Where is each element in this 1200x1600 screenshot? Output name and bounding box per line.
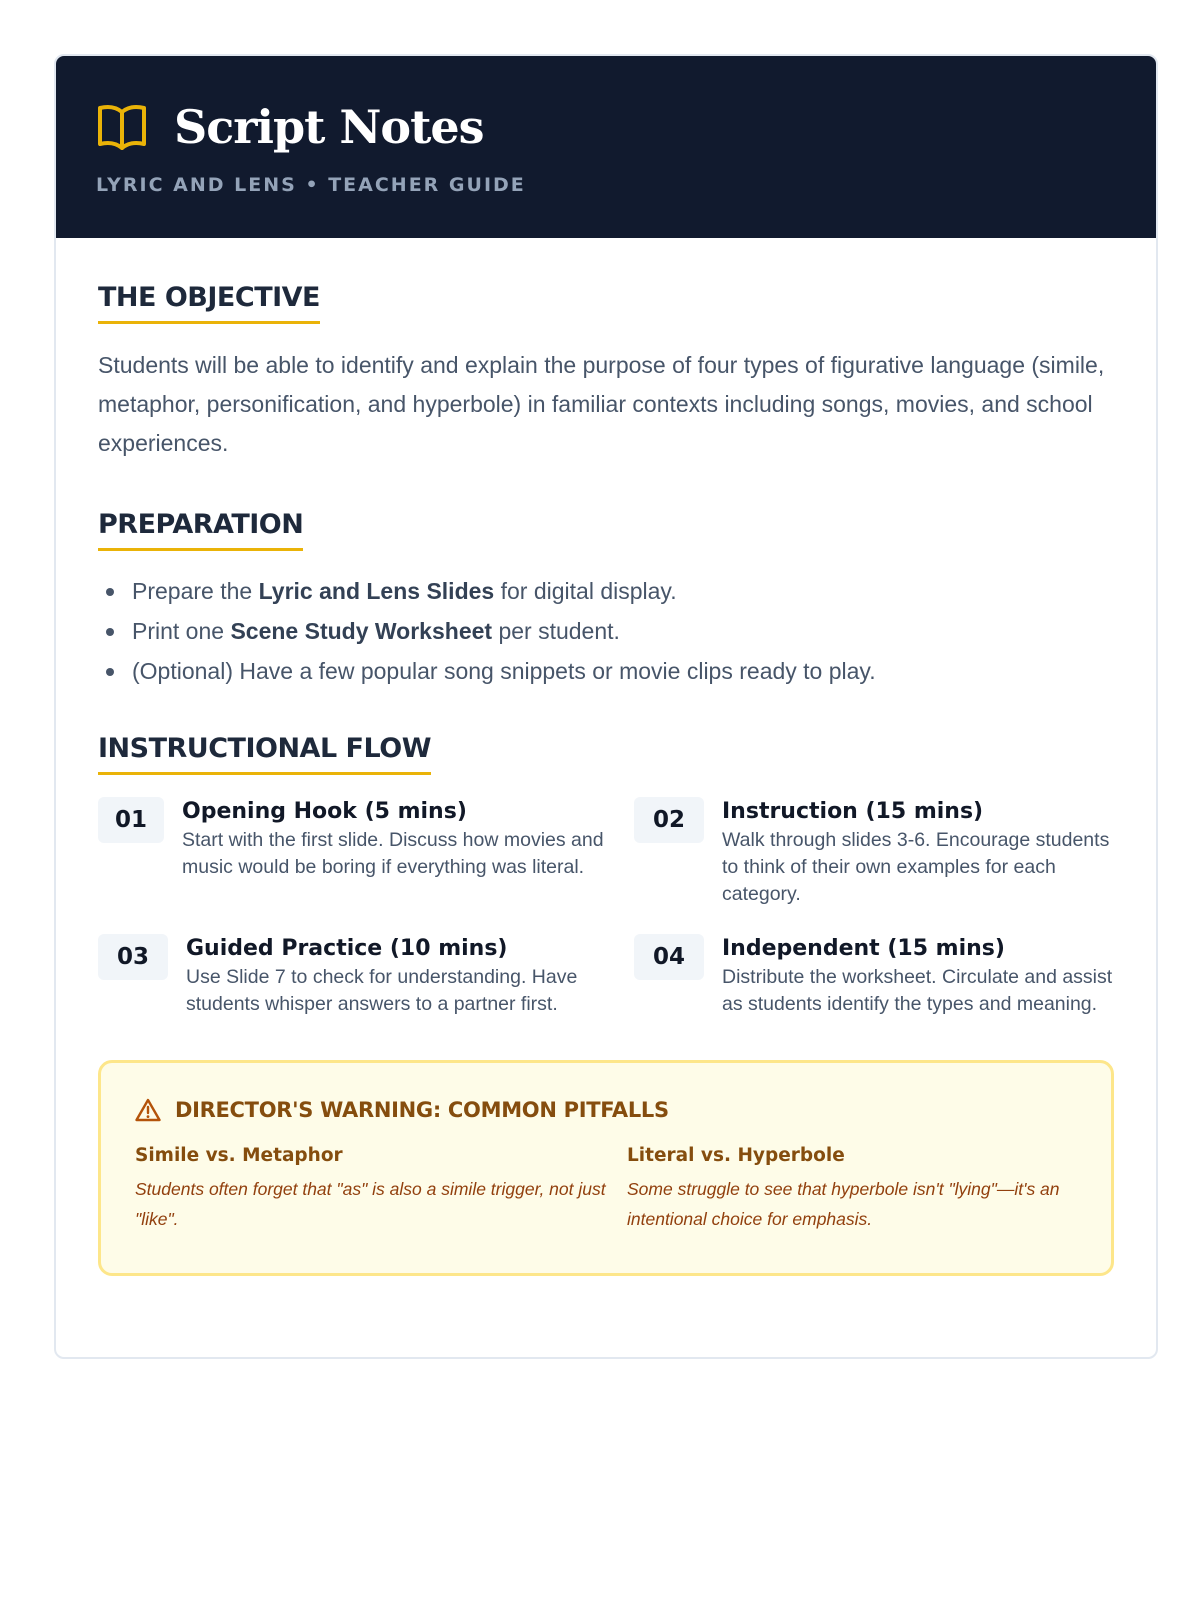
list-item: Prepare the Lyric and Lens Slides for digital display. [98,571,1114,611]
pitfall-title: Literal vs. Hyperbole [627,1145,845,1166]
list-item: Print one Scene Study Worksheet per student. [98,611,1114,651]
pitfall-item [135,1145,627,1234]
list-item: (Optional) Have a few popular song snippets or movie clips ready to play. [98,651,1114,691]
step-title: Opening Hook (5 mins) [182,799,467,824]
step-description: Start with the first slide. Discuss how movies and music would be boring if everything was literal. [182,829,604,878]
flow-section [98,733,1114,1018]
page-subtitle: LYRIC AND LENS • TEACHER GUIDE [96,174,526,196]
title-row [96,96,1116,158]
step-number: 04 [634,934,704,980]
flow-heading: INSTRUCTIONAL FLOW [98,733,431,775]
pitfalls-header [135,1095,1077,1125]
step-number: 01 [98,797,164,843]
pitfall-description: Some struggle to see that hyperbole isn't "lying"—it's an intentional choice for emphasis. [627,1179,1060,1229]
step-number: 02 [634,797,704,843]
flow-step [98,934,634,1018]
warning-triangle-icon [135,1098,161,1122]
step-title: Independent (15 mins) [722,936,1005,961]
step-title: Instruction (15 mins) [722,799,984,824]
header-banner [56,56,1156,238]
step-description: Use Slide 7 to check for understanding. Have students whisper answers to a partner first. [186,966,578,1015]
step-title: Guided Practice (10 mins) [186,936,508,961]
pitfall-item [627,1145,1087,1234]
flow-step [634,797,1116,908]
page-title: Script Notes [174,100,484,154]
objective-text: Students will be able to identify and explain the purpose of four types of figurative language (simile, metaphor, personification, and hyperbole) in familiar contexts including songs, movies, and school experiences. [98,352,1105,456]
step-description: Distribute the worksheet. Circulate and assist as students identify the types and meaning. [722,966,1113,1015]
pitfalls-list [135,1145,1077,1234]
pitfall-description: Students often forget that "as" is also a simile trigger, not just "like". [135,1179,606,1229]
flow-step [634,934,1116,1018]
preparation-section [98,509,1114,691]
book-open-icon [96,102,148,152]
pitfalls-title: DIRECTOR'S WARNING: COMMON PITFALLS [175,1098,669,1122]
flow-step [98,797,634,908]
preparation-list [98,571,1114,691]
flow-steps [98,797,1114,1018]
preparation-heading: PREPARATION [98,509,303,551]
pitfall-title: Simile vs. Metaphor [135,1145,343,1166]
objective-heading: THE OBJECTIVE [98,282,320,324]
pitfalls-callout [98,1060,1114,1276]
step-number: 03 [98,934,168,980]
step-description: Walk through slides 3-6. Encourage students to think of their own examples for each category. [722,829,1110,905]
teacher-guide-card [54,54,1158,1359]
guide-body [56,238,1156,1276]
